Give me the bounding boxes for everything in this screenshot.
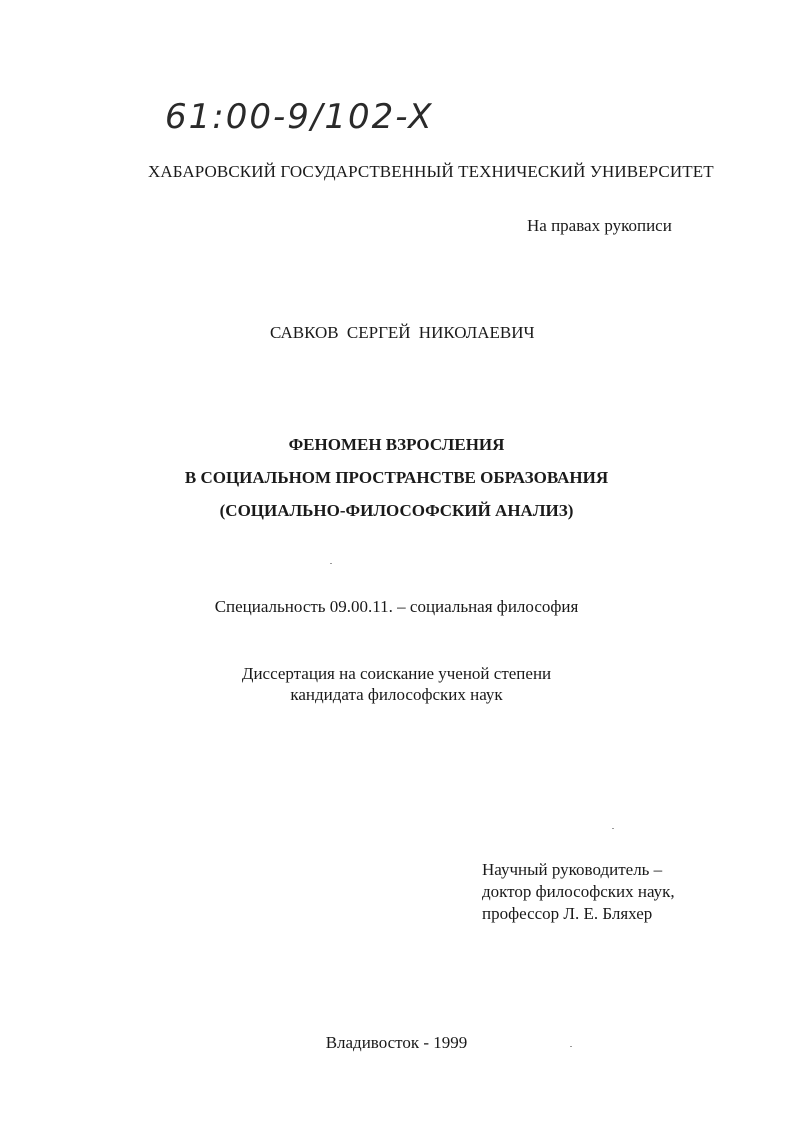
handwritten-archive-code [165, 88, 525, 158]
handwritten-code-text: 61:00-9/102-X [165, 97, 434, 137]
specialty: Специальность 09.00.11. – социальная философия [214, 597, 579, 616]
supervisor-line-3: профессор Л. Е. Бляхер [482, 904, 653, 923]
scan-speck [570, 1046, 572, 1047]
handwritten-code-svg [165, 88, 525, 158]
supervisor-line-2: доктор философских наук, [482, 882, 675, 901]
dissertation-title [0, 428, 793, 527]
university-name: ХАБАРОВСКИЙ ГОСУДАРСТВЕННЫЙ ТЕХНИЧЕСКИЙ УНИВЕРСИТЕТ [148, 162, 714, 181]
degree-statement [0, 663, 793, 705]
degree-line-1: Диссертация на соискание ученой степени [241, 664, 552, 683]
manuscript-note: На правах рукописи [527, 216, 672, 235]
title-line-1: ФЕНОМЕН ВЗРОСЛЕНИЯ [288, 435, 505, 454]
title-line-2: В СОЦИАЛЬНОМ ПРОСТРАНСТВЕ ОБРАЗОВАНИЯ [184, 468, 609, 487]
supervisor-block [482, 859, 675, 925]
author-name: САВКОВ СЕРГЕЙ НИКОЛАЕВИЧ [270, 323, 535, 342]
city-year: Владивосток - 1999 [325, 1033, 468, 1052]
scan-speck [612, 828, 614, 829]
scan-speck [330, 563, 332, 564]
degree-line-2: кандидата философских наук [290, 685, 503, 704]
title-line-3: (СОЦИАЛЬНО-ФИЛОСОФСКИЙ АНАЛИЗ) [219, 501, 574, 520]
supervisor-line-1: Научный руководитель – [482, 860, 663, 879]
